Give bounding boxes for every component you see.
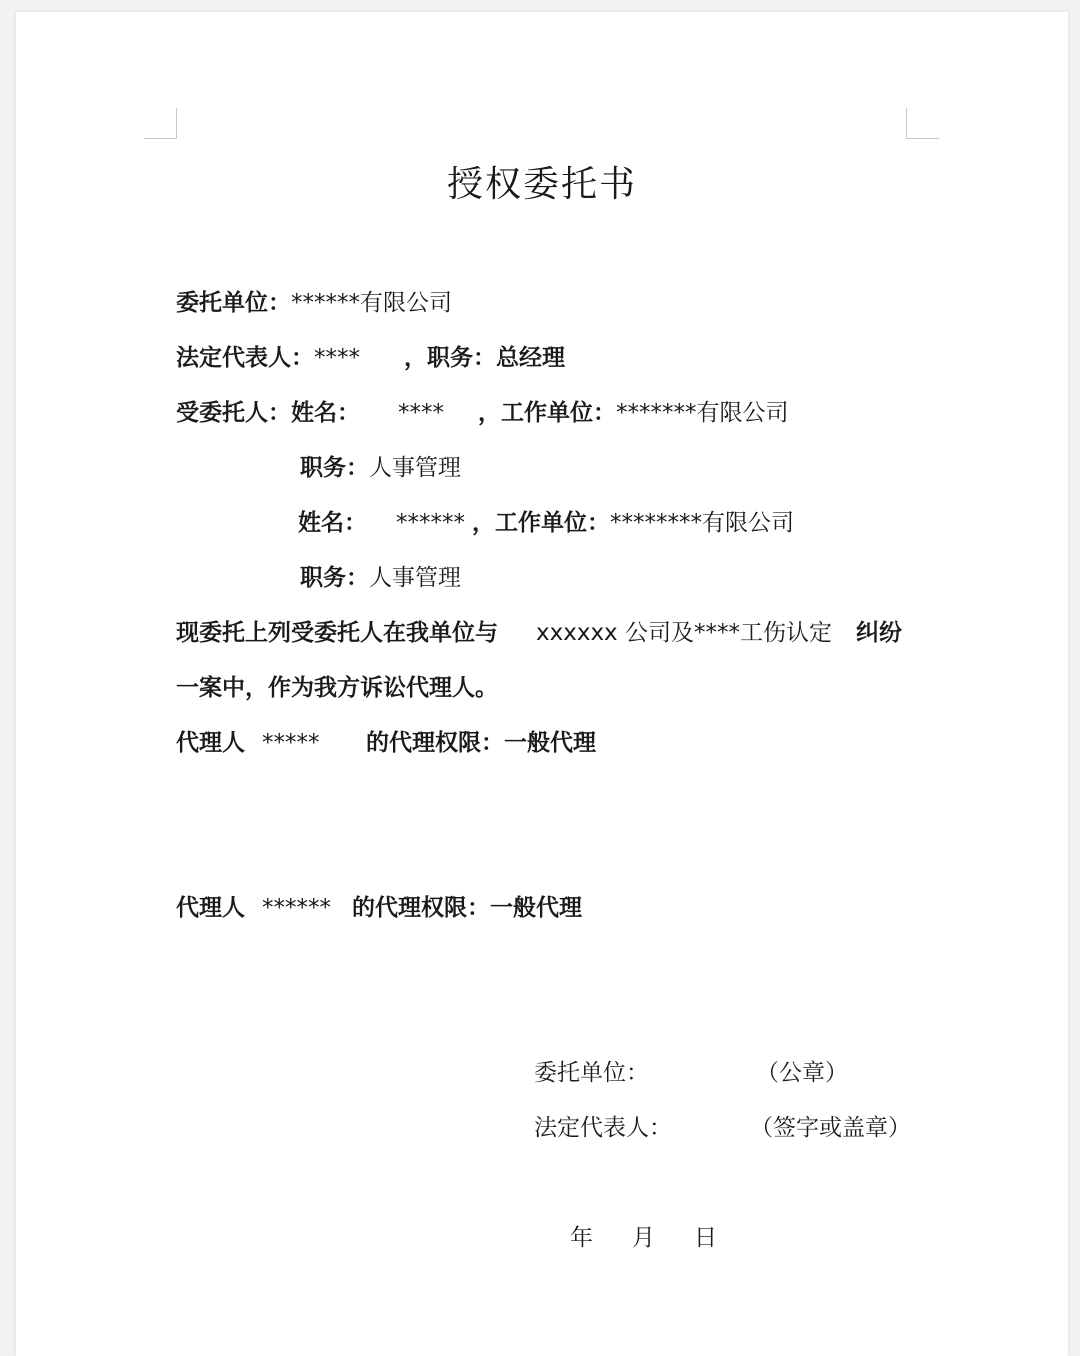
margin-corner-top-right — [906, 108, 939, 139]
label: 法定代表人： — [176, 345, 314, 371]
document-title: 授权委托书 — [446, 164, 637, 205]
trustee-1-position — [300, 453, 461, 483]
line-legal-representative-position — [404, 343, 565, 373]
trustee-2-name-label: 姓名： — [298, 510, 367, 536]
trustee-1-company — [478, 398, 789, 428]
date-day: 日 — [694, 1225, 717, 1251]
value: 人事管理 — [369, 565, 461, 591]
sign-seal-note: （公章） — [756, 1060, 848, 1086]
agent-1-authority: 的代理权限：一般代理 — [366, 730, 596, 756]
paragraph-entrust-suffix: 纠纷 — [856, 620, 902, 646]
label: ，工作单位： — [478, 400, 616, 426]
agent-1-prefix: 代理人 — [176, 730, 245, 756]
sign-entrusting-unit-label: 委托单位： — [534, 1060, 649, 1086]
line-legal-representative — [176, 343, 360, 373]
margin-corner-top-left — [144, 108, 177, 139]
trustee-2-company — [472, 508, 794, 538]
trustee-2-position — [300, 563, 461, 593]
trustee-2-name: ****** — [396, 510, 465, 536]
value: *******有限公司 — [616, 400, 789, 426]
value: 总经理 — [496, 345, 565, 371]
date-year: 年 — [570, 1225, 593, 1251]
label: ，工作单位： — [472, 510, 610, 536]
value: 人事管理 — [369, 455, 461, 481]
agent-2-prefix: 代理人 — [176, 895, 245, 921]
line-entrusting-unit — [176, 288, 452, 318]
value: ******有限公司 — [291, 290, 452, 316]
trustee-1-name: **** — [398, 400, 444, 426]
date-month: 月 — [632, 1225, 655, 1251]
agent-1-name: ***** — [262, 730, 320, 756]
paragraph-entrust-party: xxxxxx 公司及****工伤认定 — [536, 620, 832, 646]
line-trustee-1-label: 受委托人：姓名： — [176, 400, 360, 426]
paragraph-entrust-line2: 一案中，作为我方诉讼代理人。 — [176, 675, 498, 701]
value: **** — [314, 345, 360, 371]
sign-signature-note: （签字或盖章） — [750, 1115, 911, 1141]
label: ，职务： — [404, 345, 496, 371]
label: 职务： — [300, 565, 369, 591]
label: 委托单位： — [176, 290, 291, 316]
document-page — [16, 12, 1068, 1356]
paragraph-entrust-prefix: 现委托上列受委托人在我单位与 — [176, 620, 498, 646]
value: ********有限公司 — [610, 510, 794, 536]
sign-legal-representative-label: 法定代表人： — [534, 1115, 672, 1141]
agent-2-authority: 的代理权限：一般代理 — [352, 895, 582, 921]
agent-2-name: ****** — [262, 895, 331, 921]
label: 职务： — [300, 455, 369, 481]
